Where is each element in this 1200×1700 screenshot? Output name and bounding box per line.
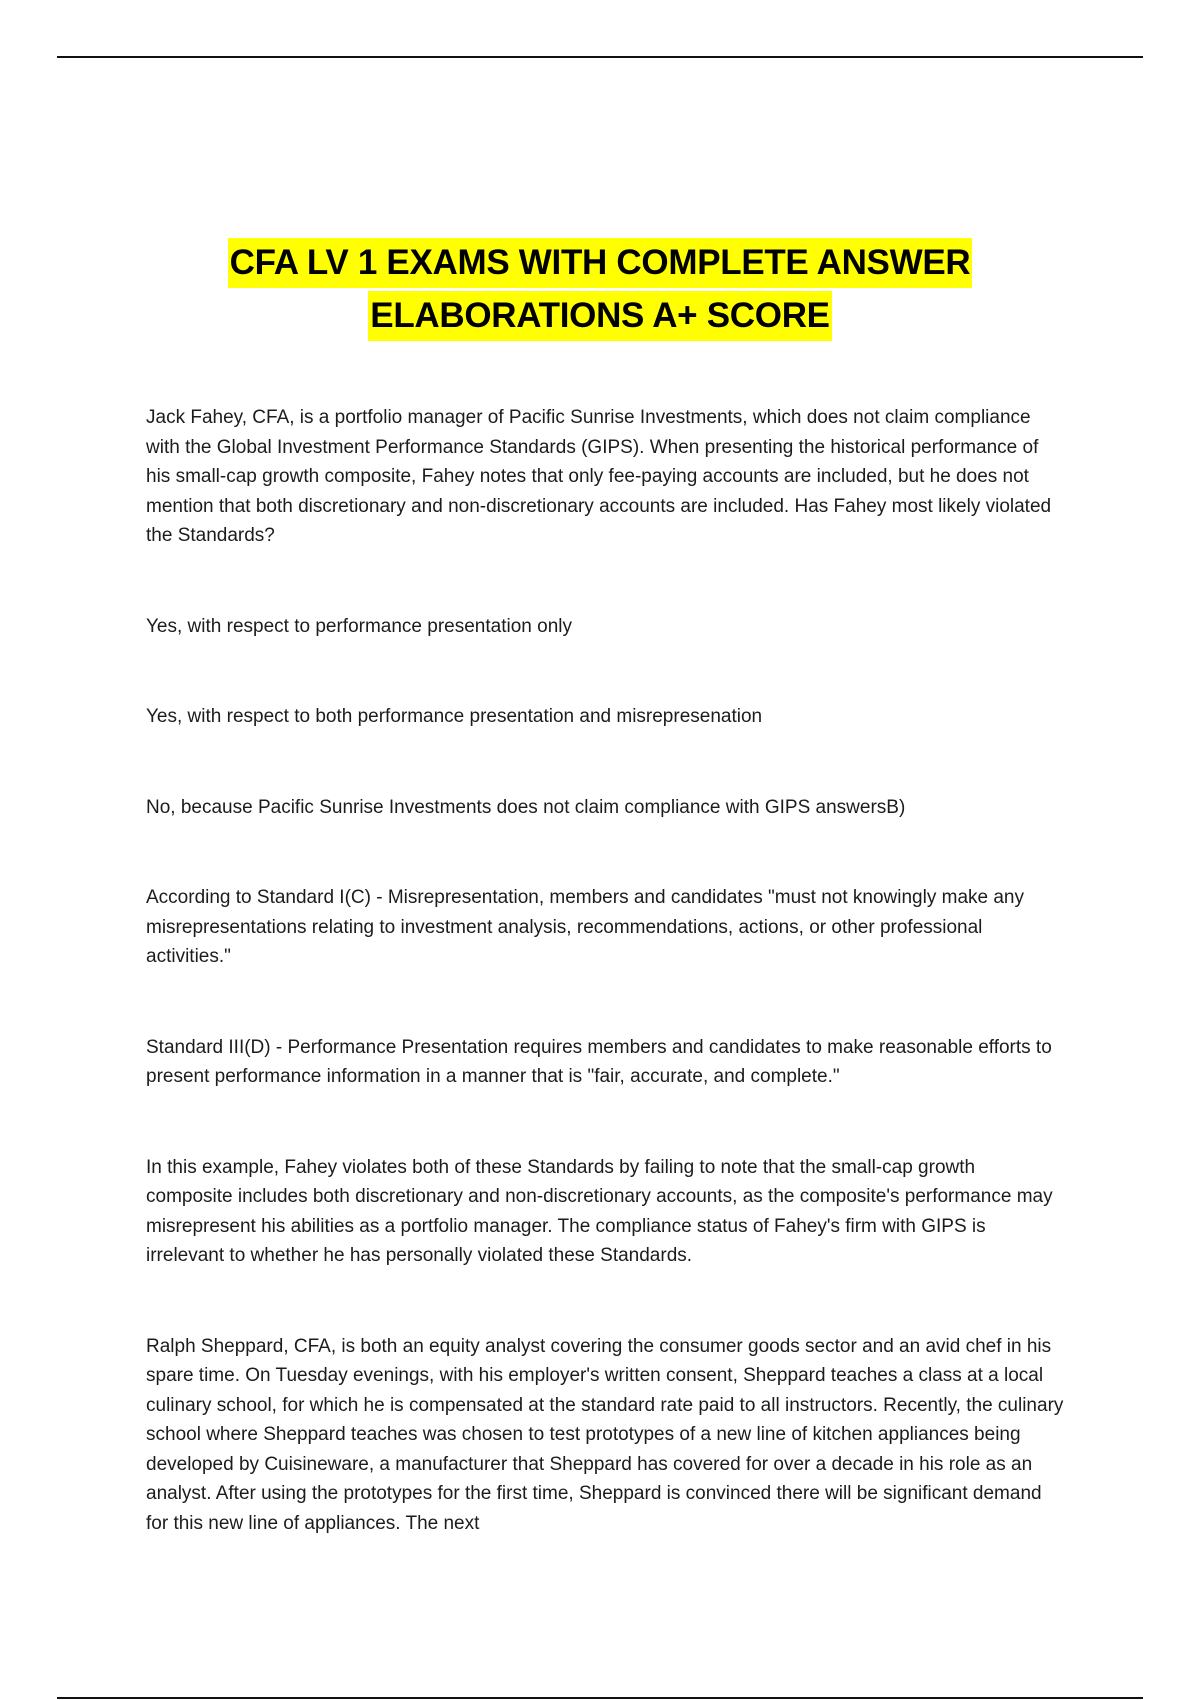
document-title — [0, 238, 1200, 344]
explanation-standard-iiid: Standard III(D) - Performance Presentation requires members and candidates to make reasonable efforts to present performance information in a manner that is "fair, accurate, and complete." — [146, 1036, 1052, 1087]
top-rule — [57, 56, 1143, 58]
next-question-paragraph: Ralph Sheppard, CFA, is both an equity analyst covering the consumer goods sector and an avid chef in his spare time. On Tuesday evenings, with his employer's written consent, Sheppard teaches a class at a local culinary school, for which he is compensated at the standard rate paid to all instructors. Recently, the culinary school where Sheppard teaches was chosen to test prototypes of a new line of kitchen appliances being developed by Cuisineware, a manufacturer that Sheppard has covered for over a decade in his role as an analyst. After using the prototypes for the first time, Sheppard is convinced there will be significant demand for this new line of appliances. The next — [146, 1335, 1064, 1534]
bottom-rule — [57, 1697, 1143, 1699]
explanation-standard-ic: According to Standard I(C) - Misrepresentation, members and candidates "must not knowingly make any misrepresentations relating to investment analysis, recommendations, actions, or other professional activities." — [146, 887, 1024, 967]
answer-option-b: Yes, with respect to both performance presentation and misrepresenation — [146, 706, 763, 727]
document-body — [146, 403, 1066, 1538]
question-paragraph: Jack Fahey, CFA, is a portfolio manager of Pacific Sunrise Investments, which does not claim compliance with the Global Investment Performance Standards (GIPS). When presenting the historical performance of his small-cap growth composite, Fahey notes that only fee-paying accounts are included, but he does not mention that both discretionary and non-discretionary accounts are included. Has Fahey most likely violated the Standards? — [146, 407, 1052, 546]
explanation-conclusion: In this example, Fahey violates both of these Standards by failing to note that the small-cap growth composite includes both discretionary and non-discretionary accounts, as the composite's performance may misrepresent his abilities as a portfolio manager. The compliance status of Fahey's firm with GIPS is irrelevant to whether he has personally violated these Standards. — [146, 1156, 1053, 1266]
answer-option-c: No, because Pacific Sunrise Investments does not claim compliance with GIPS answersB) — [146, 796, 906, 818]
title-line-1: CFA LV 1 EXAMS WITH COMPLETE ANSWER — [228, 238, 973, 288]
answer-option-a: Yes, with respect to performance presentation only — [146, 615, 572, 637]
title-line-2: ELABORATIONS A+ SCORE — [368, 291, 831, 341]
